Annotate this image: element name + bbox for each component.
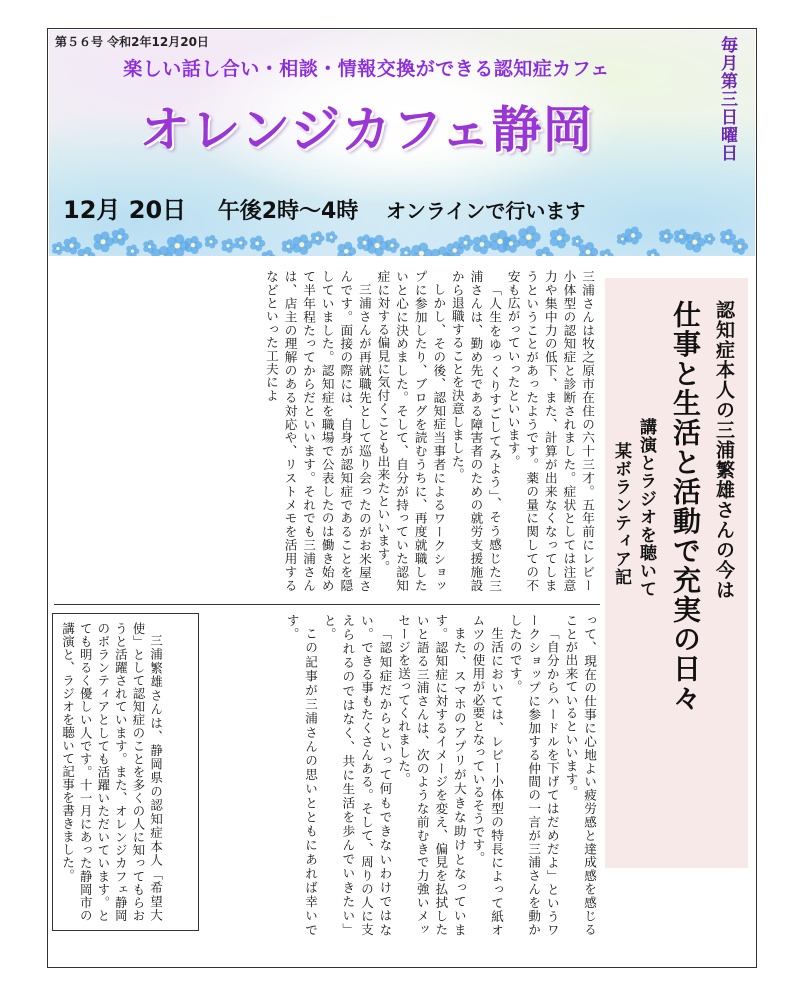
flower-icon [367, 235, 388, 256]
flower-icon [412, 243, 433, 257]
author-note-box [52, 613, 199, 931]
headline-main: 仕事と生活と活動で充実の日々 [669, 300, 702, 713]
article-paragraph: この記事が三浦さんの思いとともにあれば幸いです。 [284, 614, 319, 936]
flower-icon [704, 233, 715, 245]
article-paragraph: 三浦さんは牧之原市在住の六十三才。五年前にレビー小体型の認知症と診断されました。症状としては注意力や集中力の低下、また、計算が出来なくなってしまうということがあったようです。薬の量に関しての不安も広がっていったといいます。 [505, 270, 595, 592]
flower-icon [126, 244, 139, 256]
newsletter-title: オレンジカフェ静岡 [139, 101, 594, 159]
flower-icon [235, 236, 248, 250]
flower-icon [625, 227, 643, 245]
flower-icon [647, 249, 660, 257]
flower-icon [536, 247, 554, 256]
schedule-note: 毎月第三日曜日 [717, 36, 737, 162]
flower-icon [458, 235, 473, 251]
article-top [56, 270, 596, 592]
headline-box [605, 278, 748, 868]
article-paragraph: って、現在の仕事に心地よい疲労感と達成感を感じることが出来ているといいます。 [563, 614, 597, 936]
article-paragraph: 三浦さんが再就職先として巡り会ったのがお米屋さんです。面接の際には、自身が認知症であることを隠していました。認知症を職場で公表したのは働き始めて半年程たってからだといいます。それでも三浦さんは、店主の理解のある対応や、リストメモを活用するなどといった工夫によ [263, 270, 372, 592]
flower-icon [473, 235, 492, 255]
flower-icon [503, 234, 521, 253]
article-paragraph: 「認知症だからといって何もできないわけではない。できる事もたくさんある。そして、周りの人に支えられるのではなく、共に生活を歩んでいきたい」と。 [321, 614, 393, 936]
flower-icon [337, 242, 356, 256]
article-paragraph: しかし、その後、認知症当事者によるワークショップに参加したり、ブログを読むうちに、再度就職したいと心に決めました。そして、自分が持っていた認知症に対する偏見に気付くことも出来たといいます。 [375, 270, 447, 592]
author-note [59, 622, 165, 922]
flower-icon [685, 232, 705, 253]
article-paragraph: また、スマホのアプリが大きな助けとなっています。認知症に対するイメージを変え、偏見を払拭したいと語る三浦さんは、次のような前むきで力強いメッセージを送ってくれました。 [396, 614, 467, 936]
article-bottom [206, 614, 598, 936]
flower-icon [600, 249, 614, 256]
flower-icon [52, 242, 65, 255]
headline-kicker: 認知症本人の三浦繁雄さんの今は [713, 300, 735, 600]
issue-number-date: 第５６号 令和2年12月20日 [55, 35, 209, 49]
flower-icon [262, 250, 276, 256]
article-paragraph: 生活においては、レビー小体型の特長によって紙オムツの使用が必要となっているそうです。 [470, 614, 505, 936]
flower-icon [94, 231, 114, 252]
flower-icon [77, 247, 95, 256]
headline-sub [609, 300, 659, 868]
article-paragraph: 「人生をゆっくりすごしてみよう」、そう感じた三浦さんは、勤め先である障害者のための就労支援施設から退職することを決意しました。 [449, 270, 503, 592]
event-format: オンラインで行います [385, 199, 586, 223]
flower-icon [550, 228, 570, 249]
flower-icon [326, 231, 338, 243]
flower-icon [167, 234, 189, 256]
tagline: 楽しい話し合い・相談・情報交換ができる認知症カフェ [123, 58, 610, 80]
flower-icon [185, 236, 203, 254]
note-paragraph: 三浦繁雄さんは、静岡県の認知症本人「希望大使」として認知症のことを多くの人に知ってもらおうと活躍されています。また、オレンジカフェ静岡のボランティアとしても活躍いただいています。とても明るく優しい人です。十一月にあった静岡市の講演と、ラジオを聴いて記事を書きました。 [60, 622, 164, 922]
flower-icon [400, 246, 413, 256]
headline-subtitle: 講演とラジオを聴いて [636, 418, 656, 598]
flower-icon [385, 238, 399, 253]
flower-icon [579, 242, 598, 256]
section-divider [54, 604, 600, 605]
flower-icon [732, 238, 748, 255]
flower-icon [205, 235, 218, 249]
event-time: 午後2時～4時 [217, 199, 359, 224]
flower-icon [222, 239, 236, 253]
flower-icon [311, 231, 325, 245]
article-paragraph: 「自分からハードルを下げてはだめだよ」というワークショップに参加する仲間の一言が三浦さんを動かしたのです。 [507, 614, 560, 936]
event-date: 12月 20日 [63, 196, 187, 224]
header-banner [49, 30, 755, 256]
flower-icon [250, 236, 265, 252]
flower-icon [518, 226, 541, 249]
byline: 某ボランティア記 [611, 442, 631, 586]
event-date-line [63, 190, 753, 225]
flower-icon [659, 229, 674, 244]
flower-icon [112, 228, 129, 246]
flower-border [49, 225, 755, 256]
flower-icon [292, 234, 312, 255]
